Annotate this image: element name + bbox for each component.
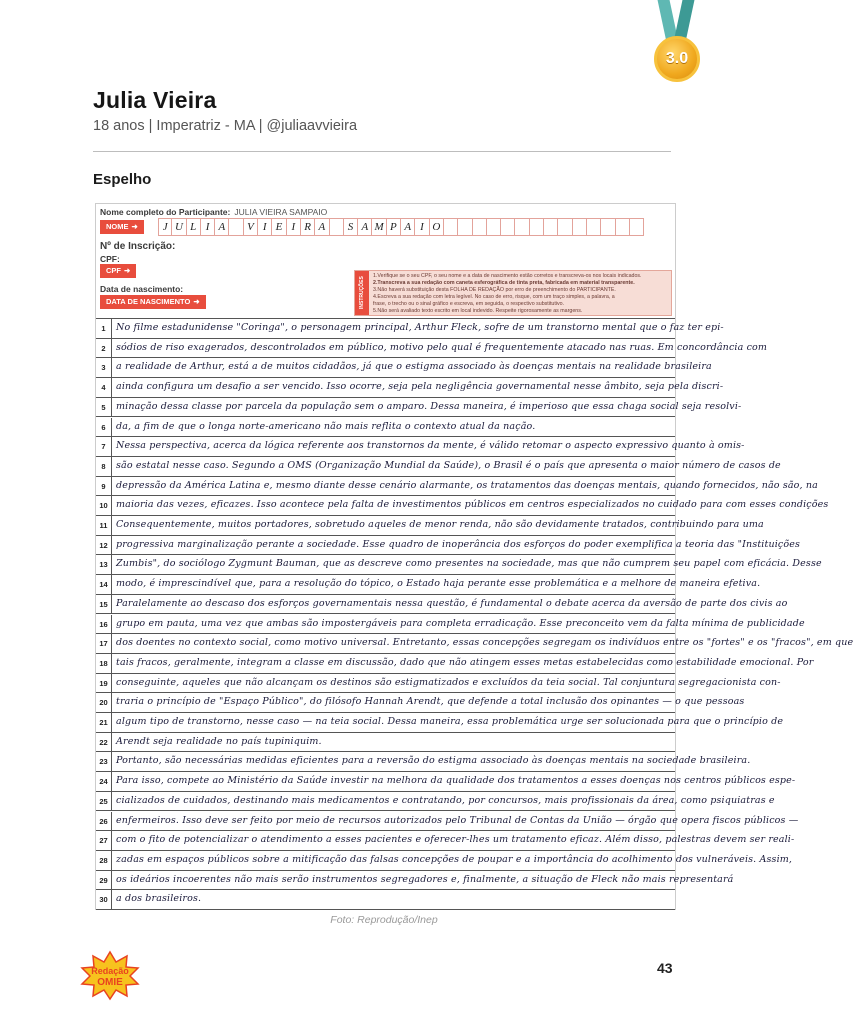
essay-line bbox=[96, 378, 724, 398]
essay-line bbox=[96, 831, 795, 851]
line-number: 17 bbox=[96, 634, 112, 653]
handwritten-text: conseguinte, aqueles que não alcançam os destinos são estigmatizados e excluídos da teia social. Tal conjuntura segregacionista con- bbox=[116, 676, 781, 688]
name-box: A bbox=[215, 218, 229, 236]
medal-icon bbox=[648, 0, 708, 86]
medal-score: 3.0 bbox=[654, 36, 700, 82]
essay-lines bbox=[96, 318, 853, 909]
line-number: 23 bbox=[96, 752, 112, 771]
line-number: 16 bbox=[96, 615, 112, 634]
instruction-line: 5.Não será avaliado texto escrito em local indevido. Respeite rigorosamente as margens. bbox=[373, 308, 583, 314]
essay-line bbox=[96, 358, 712, 378]
name-box: S bbox=[344, 218, 358, 236]
handwritten-text: Paralelamente ao descaso dos esforços governamentais nessa questão, é fundamental o debate acerca da aversão de parte dos civis ao bbox=[116, 597, 788, 609]
handwritten-text: os ideários incoerentes não mais serão instrumentos segregadores e, finalmente, a situação de Fleck não mais representará bbox=[116, 873, 734, 885]
name-box: I bbox=[415, 218, 429, 236]
essay-line bbox=[96, 595, 788, 615]
name-boxes bbox=[158, 218, 644, 236]
handwritten-text: maioria das vezes, eficazes. Isso acontece pela falta de investimentos públicos em centros especializados no cuidado para com esses condições bbox=[116, 499, 829, 511]
essay-line bbox=[96, 654, 814, 674]
handwritten-text: da, a fim de que o longa norte-americano não mais reflita o contexto atual da nação. bbox=[116, 420, 536, 432]
line-number: 20 bbox=[96, 693, 112, 712]
name-box: P bbox=[387, 218, 401, 236]
line-number: 9 bbox=[96, 477, 112, 496]
handwritten-text: grupo em pauta, uma vez que ambas são impostergáveis para completa erradicação. Esse preconceito vem da falta mínima de publicidade bbox=[116, 617, 805, 629]
name-box: E bbox=[272, 218, 286, 236]
handwritten-text: sódios de riso exagerados, descontrolados em público, motivo pelo qual é frequentemente atacado nas ruas. Em concordância com bbox=[116, 341, 768, 353]
name-box bbox=[587, 218, 601, 236]
name-box: O bbox=[430, 218, 444, 236]
handwritten-text: a dos brasileiros. bbox=[116, 893, 202, 905]
line-number: 28 bbox=[96, 851, 112, 870]
handwritten-text: zadas em espaços públicos sobre a mitificação das falsas concepções de poupar e a importância do acolhimento dos vulneráveis. Assim, bbox=[116, 853, 793, 865]
section-title: Espelho bbox=[93, 171, 152, 188]
handwritten-text: traria o princípio de "Espaço Público", do filósofo Hannah Arendt, que defende a total inclusão dos opinantes — o que pessoas bbox=[116, 696, 745, 708]
handwritten-text: a realidade de Arthur, está a de muitos cidadãos, já que o estigma associado às doenças mentais na realidade brasileira bbox=[116, 361, 712, 373]
name-box bbox=[630, 218, 644, 236]
name-box: U bbox=[172, 218, 186, 236]
line-number: 18 bbox=[96, 654, 112, 673]
tag-nascimento bbox=[100, 295, 206, 309]
name-box bbox=[515, 218, 529, 236]
handwritten-text: progressiva marginalização perante a sociedade. Esse quadro de inoperância dos esforços do poder exemplifica a teoria das "Instituições bbox=[116, 538, 801, 550]
name-box: A bbox=[315, 218, 329, 236]
handwritten-text: ainda configura um desafio a ser vencido. Isso ocorre, seja pela negligência governamental nesse âmbito, seja pela discri- bbox=[116, 381, 724, 393]
line-number: 30 bbox=[96, 890, 112, 909]
name-box bbox=[530, 218, 544, 236]
line-number: 19 bbox=[96, 674, 112, 693]
line-number: 3 bbox=[96, 358, 112, 377]
instruction-line: 3.Não haverá substituição desta FOLHA DE REDAÇÃO por erro de preenchimento do PARTICIPANTE. bbox=[373, 287, 616, 293]
essay-line bbox=[96, 733, 675, 753]
arrow-right-icon: ➜ bbox=[193, 297, 200, 306]
handwritten-text: Arendt seja realidade no país tupiniquim. bbox=[116, 735, 322, 747]
name-box bbox=[444, 218, 458, 236]
essay-line bbox=[96, 457, 781, 477]
photo-caption: Foto: Reprodução/Inep bbox=[330, 914, 438, 926]
line-number: 11 bbox=[96, 516, 112, 535]
name-box: A bbox=[401, 218, 415, 236]
name-box: V bbox=[244, 218, 258, 236]
name-value: JULIA VIEIRA SAMPAIO bbox=[234, 207, 328, 217]
essay-line bbox=[96, 812, 799, 832]
essay-line bbox=[96, 339, 768, 359]
page-number: 43 bbox=[657, 960, 673, 976]
instruction-line: 1.Verifique se o seu CPF, o seu nome e a data de nascimento estão corretos e transcreva-os nos locais indicados. bbox=[373, 273, 642, 279]
line-number: 4 bbox=[96, 378, 112, 397]
line-number: 24 bbox=[96, 772, 112, 791]
handwritten-text: No filme estadunidense "Coringa", o personagem principal, Arthur Fleck, sofre de um transtorno mental que o faz ter epi- bbox=[116, 322, 724, 333]
name-box bbox=[501, 218, 515, 236]
line-number: 6 bbox=[96, 418, 112, 437]
essay-line bbox=[96, 319, 724, 339]
instruction-line: 4.Escreva a sua redação com letra legível. No caso de erro, risque, com um traço simples, a palavra, a bbox=[373, 294, 615, 300]
name-box: I bbox=[258, 218, 272, 236]
essay-line bbox=[96, 634, 853, 654]
handwritten-text: tais fracos, geralmente, integram a classe em discussão, dado que não atingem esses metas estabelecidas como estabilidade emocional. Por bbox=[116, 656, 814, 668]
handwritten-text: enfermeiros. Isso deve ser feito por meio de recursos autorizados pelo Tribunal de Contas da União — órgão que opera fiscos públicos — bbox=[116, 814, 799, 826]
handwritten-text: dos doentes no contexto social, como motivo universal. Entretanto, essas concepções segregam os indivíduos entre os "fortes" e os "fracos", em que bbox=[116, 637, 853, 649]
handwritten-text: são estatal nesse caso. Segundo a OMS (Organização Mundial da Saúde), o Brasil é o país que apresenta o maior número de casos de bbox=[116, 459, 781, 471]
tag-nome-label: NOME bbox=[106, 222, 129, 231]
line-number: 21 bbox=[96, 713, 112, 732]
name-box bbox=[544, 218, 558, 236]
essay-line bbox=[96, 851, 793, 871]
name-box bbox=[229, 218, 243, 236]
essay-line bbox=[96, 752, 751, 772]
handwritten-text: Para isso, compete ao Ministério da Saúde investir na melhora da qualidade dos tratamentos a esses doenças nos centros públicos espe- bbox=[116, 775, 796, 787]
name-box: R bbox=[301, 218, 315, 236]
arrow-right-icon: ➜ bbox=[124, 266, 131, 275]
name-box bbox=[458, 218, 472, 236]
author-name: Julia Vieira bbox=[93, 87, 217, 113]
name-box: M bbox=[372, 218, 386, 236]
name-box bbox=[330, 218, 344, 236]
divider bbox=[93, 151, 671, 152]
name-box bbox=[473, 218, 487, 236]
line-number: 29 bbox=[96, 871, 112, 890]
instruction-line: 2.Transcreva a sua redação com caneta esferográfica de tinta preta, fabricada em material transparente. bbox=[373, 280, 635, 286]
line-number: 15 bbox=[96, 595, 112, 614]
line-number: 7 bbox=[96, 437, 112, 456]
essay-line bbox=[96, 575, 761, 595]
essay-line bbox=[96, 871, 734, 891]
tag-cpf bbox=[100, 264, 136, 278]
line-number: 10 bbox=[96, 496, 112, 515]
essay-line bbox=[96, 792, 775, 812]
essay-sheet bbox=[95, 203, 853, 910]
logo-line2: OMIE bbox=[97, 977, 123, 988]
line-number: 1 bbox=[96, 319, 112, 338]
name-box bbox=[558, 218, 572, 236]
essay-line bbox=[96, 615, 805, 635]
line-number: 13 bbox=[96, 555, 112, 574]
line-number: 2 bbox=[96, 339, 112, 358]
logo-line1: Redação bbox=[91, 966, 129, 976]
handwritten-text: Portanto, são necessárias medidas eficientes para a reversão do estigma associado às doenças mentais na sociedade brasileira. bbox=[116, 755, 751, 767]
inscricao-label: Nº de Inscrição: bbox=[100, 241, 176, 252]
instruction-line: frase, o trecho ou o sinal gráfico e escreva, em seguida, o respectivo substitutivo. bbox=[373, 301, 565, 307]
line-number: 14 bbox=[96, 575, 112, 594]
essay-line bbox=[96, 772, 796, 792]
tag-cpf-label: CPF bbox=[106, 266, 121, 275]
handwritten-text: com o fito de potencializar o atendimento a esses pacientes e oferecer-lhes um tratamento eficaz. Além disso, palestras devem ser reali- bbox=[116, 834, 795, 846]
handwritten-text: Consequentemente, muitos portadores, sobretudo aqueles de menor renda, não são devidamente tratados, contribuindo para uma bbox=[116, 519, 764, 530]
arrow-right-icon: ➜ bbox=[131, 222, 138, 231]
burst-logo-icon bbox=[80, 950, 140, 1000]
line-number: 26 bbox=[96, 812, 112, 831]
essay-line bbox=[96, 555, 822, 575]
line-number: 8 bbox=[96, 457, 112, 476]
nascimento-label: Data de nascimento: bbox=[100, 284, 184, 294]
tag-nome bbox=[100, 220, 144, 234]
essay-line bbox=[96, 693, 745, 713]
essay-line bbox=[96, 437, 745, 457]
handwritten-text: Zumbis", do sociólogo Zygmunt Bauman, que as descreve como presentes na sociedade, mas que não cumprem seu papel com eficácia. Desse bbox=[116, 558, 822, 570]
handwritten-text: algum tipo de transtorno, nesse caso — na teia social. Dessa maneira, essa problemática urge ser solucionada para que o princípio de bbox=[116, 716, 784, 727]
instructions-tag: INSTRUÇÕES bbox=[355, 271, 369, 315]
name-box bbox=[616, 218, 630, 236]
cpf-label: CPF: bbox=[100, 254, 120, 264]
essay-line bbox=[96, 674, 781, 694]
line-number: 5 bbox=[96, 398, 112, 417]
name-box: J bbox=[158, 218, 172, 236]
handwritten-text: minação dessa classe por parcela da população sem o amparo. Dessa maneira, é imperioso que essa chaga social seja resolvi- bbox=[116, 400, 742, 412]
name-label: Nome completo do Participante: bbox=[100, 207, 231, 217]
name-box bbox=[573, 218, 587, 236]
handwritten-text: modo, é imprescindível que, para a resolução do tópico, o Estado haja perante esse problemática e a melhore de maneira efetiva. bbox=[116, 578, 761, 590]
essay-line bbox=[96, 536, 801, 556]
line-number: 22 bbox=[96, 733, 112, 752]
handwritten-text: Nessa perspectiva, acerca da lógica referente aos transtornos da mente, é válido retomar o aspecto expressivo quanto à omis- bbox=[116, 440, 745, 452]
essay-line bbox=[96, 398, 742, 418]
line-number: 25 bbox=[96, 792, 112, 811]
essay-line bbox=[96, 713, 784, 733]
name-box bbox=[601, 218, 615, 236]
author-subtitle: 18 anos | Imperatriz - MA | @juliaavvieira bbox=[93, 118, 358, 134]
handwritten-text: depressão da América Latina e, mesmo diante desse cenário alarmante, os tratamentos das doenças mentais, quando fornecidos, não são, na bbox=[116, 479, 818, 491]
line-number: 27 bbox=[96, 831, 112, 850]
name-box: L bbox=[187, 218, 201, 236]
essay-line bbox=[96, 477, 818, 497]
instructions-box bbox=[354, 270, 672, 316]
name-box: I bbox=[287, 218, 301, 236]
line-number: 12 bbox=[96, 536, 112, 555]
name-box bbox=[487, 218, 501, 236]
handwritten-text: cializados de cuidados, destinando mais medicamentos e contratando, por concursos, mais profissionais da área, como psiquiatras e bbox=[116, 794, 775, 806]
name-box: I bbox=[201, 218, 215, 236]
essay-line bbox=[96, 890, 675, 910]
tag-nascimento-label: DATA DE NASCIMENTO bbox=[106, 297, 191, 306]
essay-line bbox=[96, 496, 829, 516]
essay-line bbox=[96, 418, 675, 438]
name-label-row bbox=[100, 207, 327, 217]
essay-line bbox=[96, 516, 764, 536]
name-box: A bbox=[358, 218, 372, 236]
